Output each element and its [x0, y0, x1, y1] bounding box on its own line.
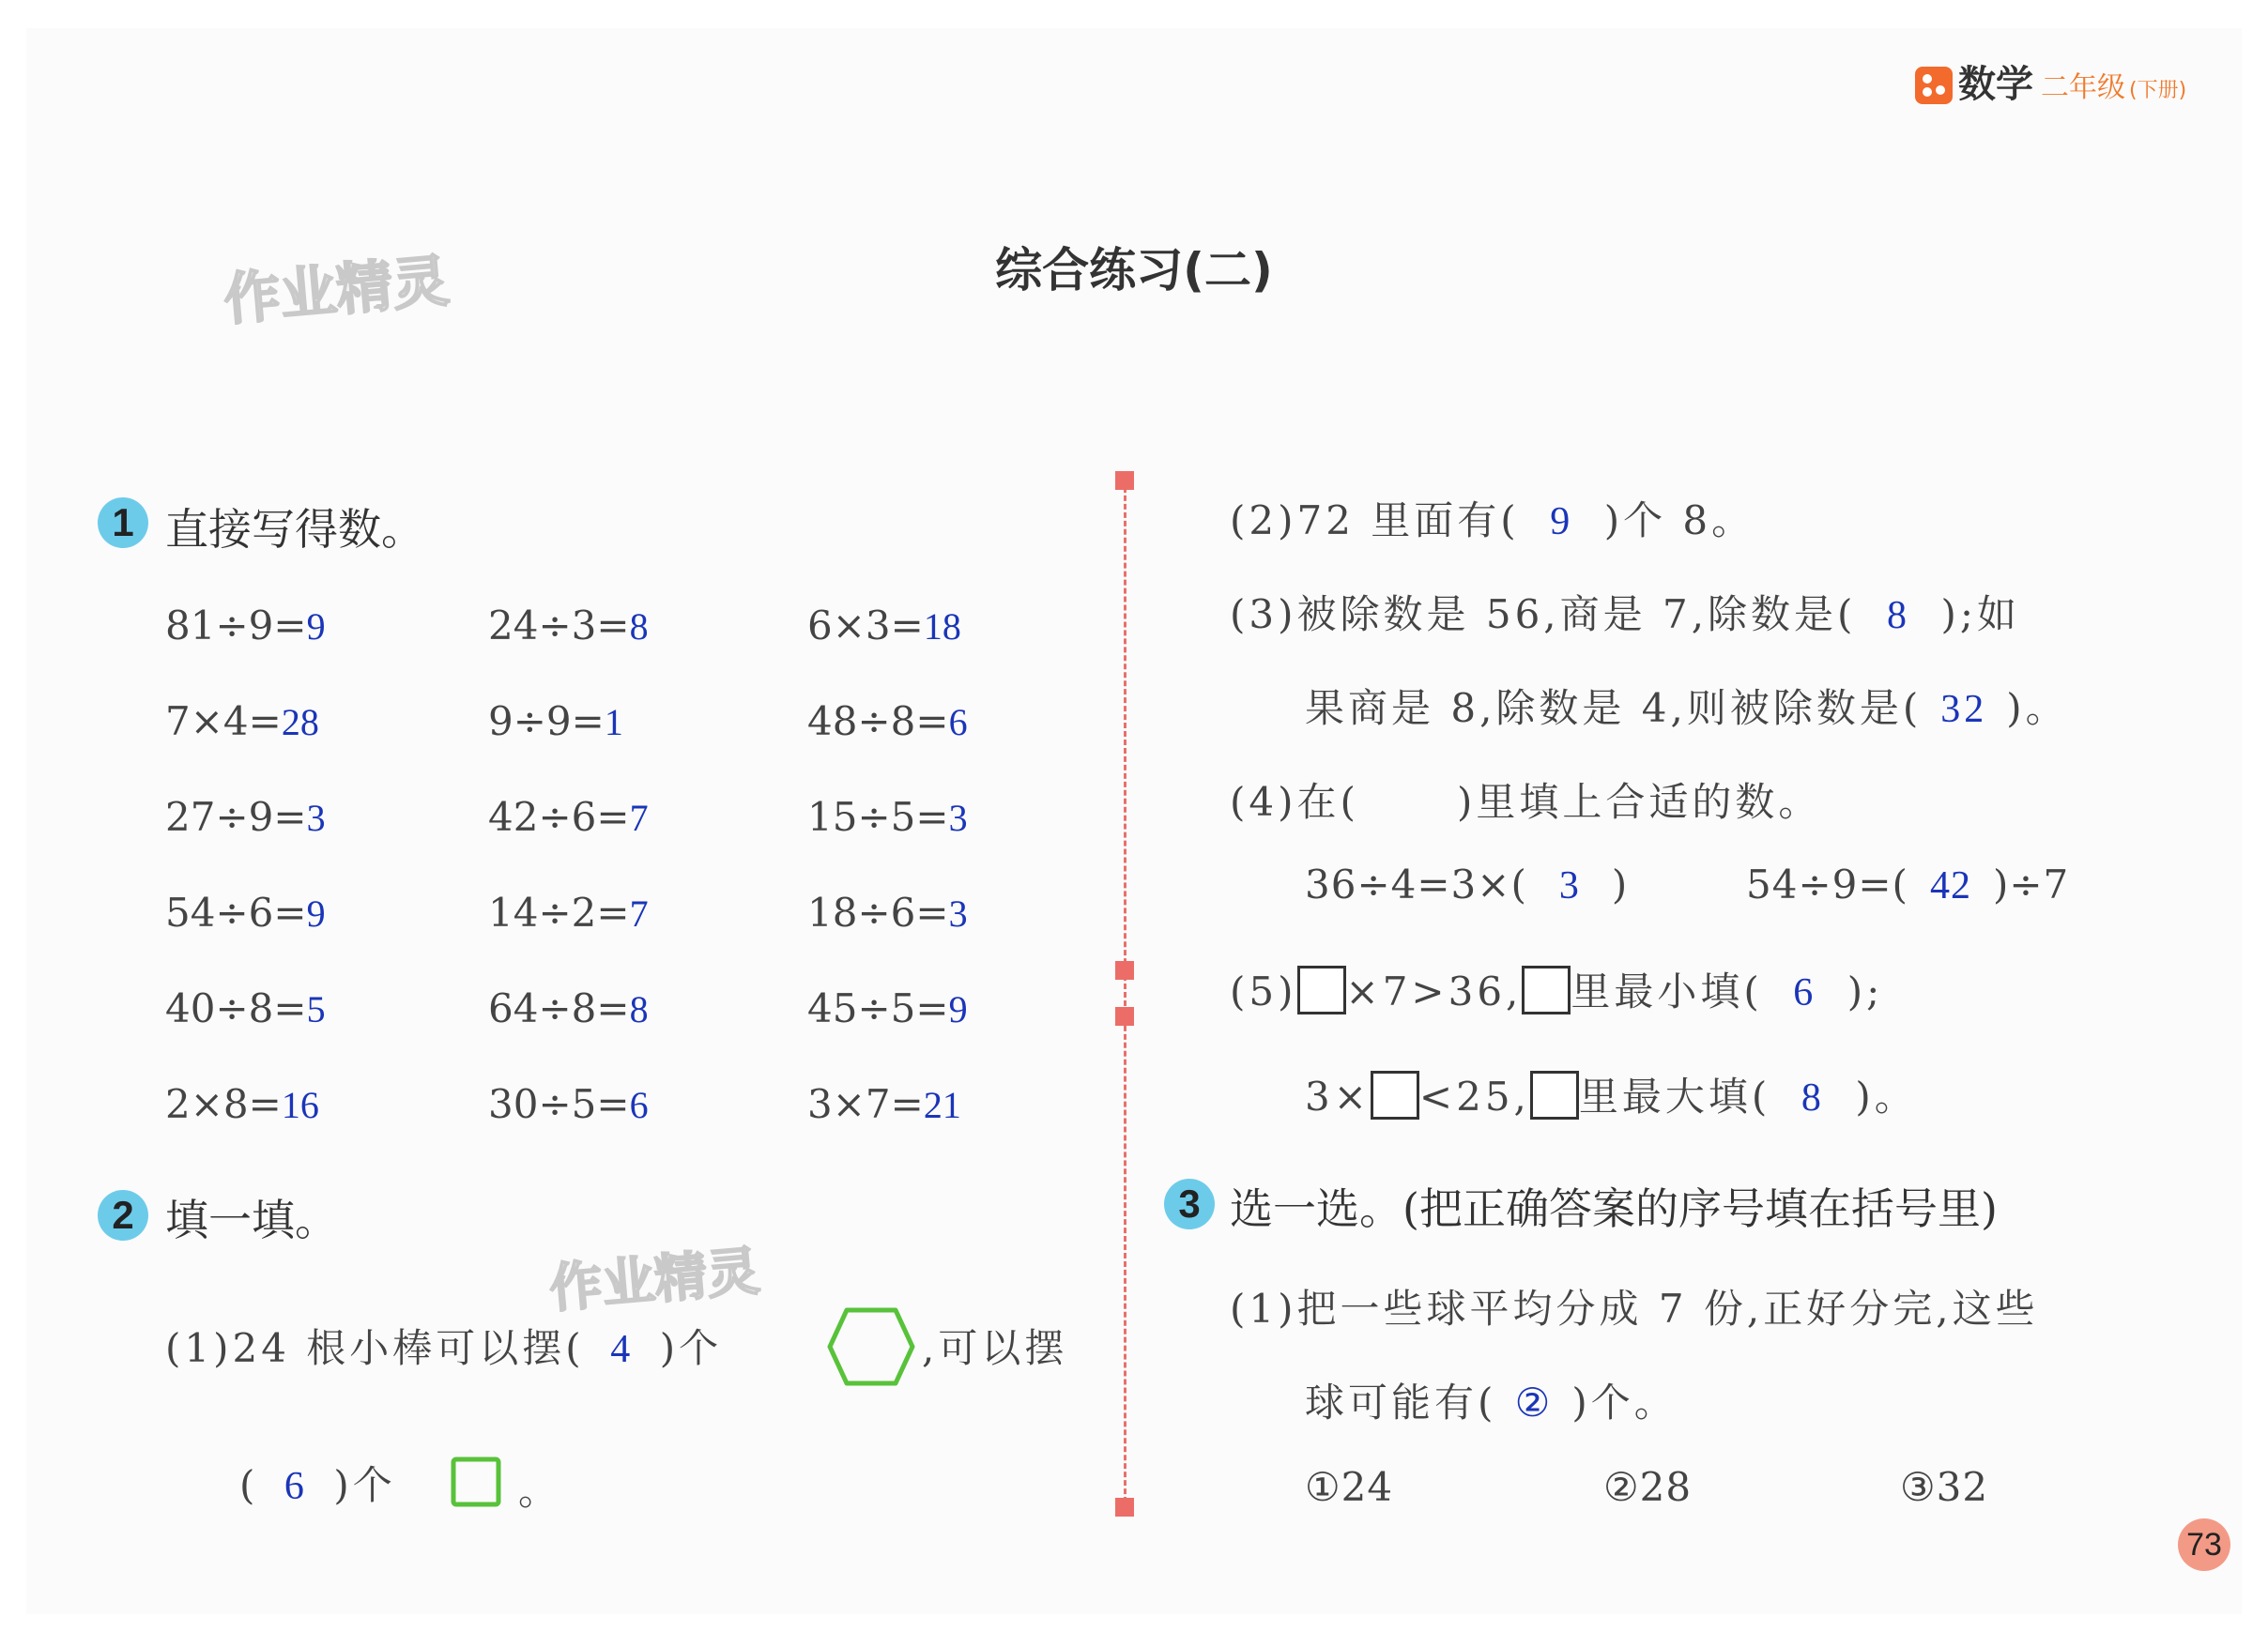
- equation-text: 54÷6=: [165, 890, 307, 936]
- brand-header: [1915, 54, 2186, 108]
- option-2: ②28: [1603, 1464, 1693, 1510]
- equation-text: 42÷6=: [488, 794, 630, 840]
- equation-text: 3×7=: [807, 1081, 924, 1127]
- question-3-1-line2: [1305, 1372, 1678, 1428]
- question-text: )。: [2006, 685, 2069, 731]
- brand-grade: 二年级: [2041, 71, 2125, 104]
- equation-answer: 21: [923, 1084, 961, 1126]
- equation-answer: 7: [629, 892, 649, 935]
- equation-answer: 6: [948, 701, 968, 743]
- question-2-5-line2: [1305, 1066, 1918, 1122]
- equation-answer: 9: [306, 892, 326, 935]
- question-3-1-line1: (1)把一些球平均分成 7 份,正好分完,这些: [1230, 1286, 2039, 1332]
- equation: [488, 794, 649, 840]
- question-2-3-line1: [1230, 584, 2020, 640]
- equation: [807, 890, 968, 936]
- question-text: 。: [518, 1468, 562, 1514]
- question-2-2: [1230, 490, 1755, 546]
- equation-text: 24÷3=: [488, 602, 630, 648]
- question-2-4-eq2: [1746, 862, 2069, 908]
- equation-text: 27÷9=: [165, 794, 307, 840]
- equation-answer: 3: [306, 797, 326, 839]
- equation: [807, 1081, 961, 1127]
- equation: [165, 794, 326, 840]
- equation: [488, 985, 649, 1031]
- hexagon-icon: [826, 1304, 916, 1389]
- answer-blank: 9: [1550, 500, 1574, 543]
- question-text: )个: [659, 1325, 723, 1371]
- question-text: 36÷4=3×(: [1305, 862, 1527, 908]
- equation-answer: 28: [281, 701, 319, 743]
- question-text: 54÷9=(: [1746, 862, 1908, 908]
- question-2-4-prompt: (4)在( )里填上合适的数。: [1230, 779, 1822, 825]
- equation-text: 45÷5=: [807, 985, 949, 1031]
- question-2-3-line2: [1305, 678, 2069, 734]
- answer-blank: 8: [1886, 594, 1910, 637]
- equation-answer: 8: [629, 988, 649, 1030]
- question-2-1-line1-tail: ,可以摆: [922, 1325, 1068, 1371]
- equation-text: 30÷5=: [488, 1081, 630, 1127]
- equation: [488, 698, 623, 744]
- question-text: );: [1847, 969, 1884, 1014]
- equation-text: 64÷8=: [488, 985, 630, 1031]
- section-3-badge: 3: [1164, 1179, 1215, 1229]
- equation-answer: 7: [629, 797, 649, 839]
- section-1-badge: 1: [98, 497, 148, 548]
- question-text: 3×: [1305, 1074, 1371, 1120]
- equation-text: 7×4=: [165, 698, 282, 744]
- equation: [807, 794, 968, 840]
- question-text: ): [1611, 862, 1629, 908]
- equation-text: 2×8=: [165, 1081, 282, 1127]
- equation-answer: 5: [306, 988, 326, 1030]
- equation-answer: 16: [281, 1084, 319, 1126]
- question-text: (2)72 里面有(: [1230, 497, 1520, 543]
- page-number: 73: [2178, 1518, 2230, 1571]
- equation: [807, 698, 968, 744]
- question-text: 球可能有(: [1305, 1380, 1497, 1426]
- question-text: (3)被除数是 56,商是 7,除数是(: [1230, 591, 1857, 637]
- question-text: (: [239, 1462, 259, 1508]
- equation-text: 15÷5=: [807, 794, 949, 840]
- equation-text: 18÷6=: [807, 890, 949, 936]
- question-text: (5): [1230, 969, 1297, 1014]
- equation: [165, 985, 326, 1031]
- equation: [165, 1081, 319, 1127]
- equation-text: 81÷9=: [165, 602, 307, 648]
- answer-blank: 32: [1940, 688, 1988, 731]
- question-text: 里最大填(: [1578, 1074, 1771, 1120]
- equation-text: 48÷8=: [807, 698, 949, 744]
- divider-mark: [1115, 961, 1134, 980]
- question-2-4-eq1: [1305, 862, 1628, 908]
- equation: [807, 985, 968, 1031]
- option-3: ③32: [1900, 1464, 1989, 1510]
- divider-mark: [1115, 1007, 1134, 1026]
- equation-answer: 1: [604, 701, 623, 743]
- question-text: 里最小填(: [1571, 969, 1763, 1014]
- question-text: <25,: [1418, 1074, 1530, 1120]
- equation: [488, 890, 649, 936]
- option-1: ①24: [1305, 1464, 1394, 1510]
- divider-mark: [1115, 1498, 1134, 1517]
- equation-text: 6×3=: [807, 602, 924, 648]
- brand-logo-icon: [1915, 67, 1953, 104]
- brand-subject: 数学: [1958, 63, 2033, 106]
- column-divider: [1124, 479, 1126, 1511]
- section-1-heading: 直接写得数。: [165, 504, 424, 555]
- question-text: (1)24 根小棒可以摆(: [165, 1325, 585, 1371]
- empty-box-icon: [1297, 966, 1346, 1014]
- empty-box-icon: [1522, 966, 1571, 1014]
- question-text: ×7>36,: [1345, 969, 1523, 1014]
- divider-mark: [1115, 471, 1134, 490]
- equation: [488, 602, 649, 648]
- equation-answer: 9: [948, 988, 968, 1030]
- answer-blank: 8: [1801, 1076, 1825, 1120]
- equation-answer: 18: [923, 605, 961, 648]
- question-2-1-line1: [165, 1318, 722, 1374]
- equation-text: 14÷2=: [488, 890, 630, 936]
- watermark-top: 作业精灵: [221, 248, 452, 334]
- answer-blank: 6: [1793, 971, 1817, 1014]
- equation: [807, 602, 961, 648]
- question-text: )。: [1855, 1074, 1918, 1120]
- question-text: )个。: [1571, 1380, 1678, 1426]
- equation: [488, 1081, 649, 1127]
- question-2-1-line2: [239, 1455, 396, 1511]
- equation: [165, 602, 326, 648]
- answer-blank: ②: [1514, 1382, 1555, 1426]
- answer-blank: 4: [610, 1328, 635, 1371]
- square-icon: [449, 1455, 505, 1509]
- question-2-5-line1: [1230, 961, 1883, 1017]
- answer-blank: 3: [1558, 864, 1580, 908]
- equation-answer: 6: [629, 1084, 649, 1126]
- equation-text: 9÷9=: [488, 698, 605, 744]
- equation-answer: 8: [629, 605, 649, 648]
- section-3-heading: 选一选。(把正确答案的序号填在括号里): [1230, 1183, 1998, 1234]
- section-2-badge: 2: [98, 1190, 148, 1241]
- equation-answer: 3: [948, 892, 968, 935]
- equation: [165, 890, 326, 936]
- equation-text: 40÷8=: [165, 985, 307, 1031]
- question-text: 果商是 8,除数是 4,则被除数是(: [1305, 685, 1923, 731]
- answer-blank: 42: [1929, 864, 1971, 908]
- brand-term: (下册): [2129, 79, 2187, 102]
- empty-box-icon: [1371, 1071, 1419, 1120]
- question-text: )个: [333, 1462, 396, 1508]
- watermark-middle: 作业精灵: [546, 1241, 762, 1320]
- question-text: )个 8。: [1603, 497, 1755, 543]
- equation-answer: 9: [306, 605, 326, 648]
- answer-blank: 6: [284, 1465, 308, 1508]
- empty-box-icon: [1530, 1071, 1579, 1120]
- question-text: )÷7: [1992, 862, 2070, 908]
- equation: [165, 698, 319, 744]
- section-2-heading: 填一填。: [165, 1195, 338, 1245]
- page-title: 综合练习(二): [995, 243, 1273, 297]
- equation-answer: 3: [948, 797, 968, 839]
- question-text: );如: [1940, 591, 2020, 637]
